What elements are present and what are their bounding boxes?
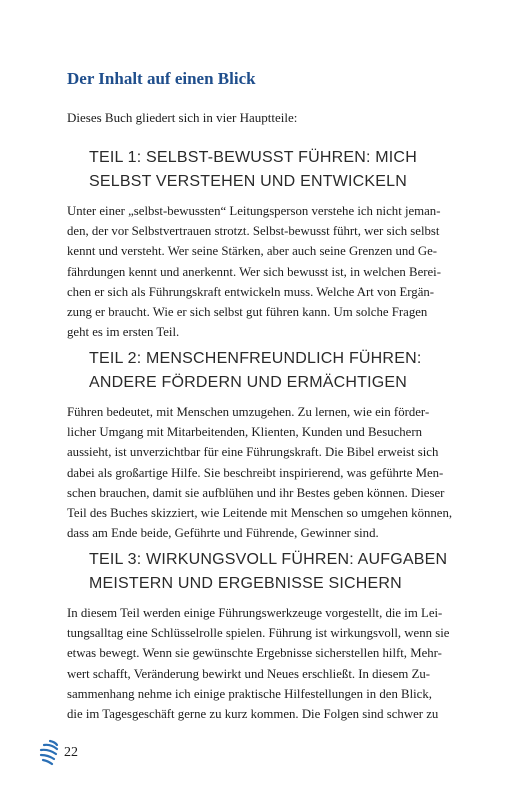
text-line: tungsalltag eine Schlüsselrolle spielen. Führung ist wirkungsvoll, wenn sie [67, 626, 450, 641]
text-line: Teil des Buches skizziert, wie Leitende mit Menschen so umgehen können, [67, 506, 453, 521]
page-footer [38, 738, 118, 772]
text-line: zung er braucht. Wie er sich selbst gut führen kann. Um solche Fragen [67, 305, 428, 320]
part-3-title-line-1: TEIL 3: WIRKUNGSVOLL FÜHREN: AUFGABEN [89, 551, 448, 568]
part-2-paragraph [67, 402, 456, 543]
part-2-title-line-2: ANDERE FÖRDERN UND ERMÄCHTIGEN [89, 374, 408, 391]
text-line: wert schafft, Veränderung bewirkt und Neues erschließt. In diesem Zu- [67, 666, 431, 681]
text-line: etwas bewegt. Wenn sie gewünschte Ergebnisse sicherstellen hilft, Mehr- [67, 646, 442, 661]
part-1-title [89, 146, 479, 194]
text-line: geht es im ersten Teil. [67, 325, 180, 340]
publisher-swirl-logo-icon [38, 738, 62, 768]
part-2-title [89, 347, 479, 395]
section-heading: Der Inhalt auf einen Blick [67, 69, 256, 88]
text-line: fährdungen kennt und anerkennt. Wer sich bewusst ist, in welchen Berei- [67, 264, 442, 279]
text-line: Führen bedeutet, mit Menschen umzugehen. Zu lernen, wie ein förder- [67, 405, 430, 419]
text-line: In diesem Teil werden einige Führungswerkzeuge vorgestellt, die im Lei- [67, 606, 443, 620]
text-line: den, der vor Selbstvertrauen strotzt. Selbst-bewusst führt, wer sich selbst [67, 224, 440, 239]
part-3-title-line-2: MEISTERN UND ERGEBNISSE SICHERN [89, 575, 402, 592]
text-line: chen er sich als Führungskraft entwickeln muss. Welche Art von Ergän- [67, 284, 435, 299]
text-line: aussieht, ist unverzichtbar für eine Führungskraft. Die Bibel erweist sich [67, 445, 439, 460]
text-line: kennt und versteht. Wer seine Stärken, aber auch seine Grenzen und Ge- [67, 244, 438, 259]
text-line: Unter einer „selbst-bewussten“ Leitungsperson verstehe ich nicht jeman- [67, 204, 441, 218]
text-line: dass am Ende beide, Geführte und Führende, Gewinner sind. [67, 526, 379, 541]
part-2-title-line-1: TEIL 2: MENSCHENFREUNDLICH FÜHREN: [89, 350, 422, 367]
text-line: dabei als großartige Hilfe. Sie beschreibt inspirierend, was geführte Men- [67, 465, 444, 480]
text-line: schen brauchen, damit sie aufblühen und ihr Bestes geben können. Dieser [67, 485, 445, 500]
part-3-title [89, 548, 479, 596]
page-number: 22 [64, 745, 78, 760]
part-1-title-line-1: TEIL 1: SELBST-BEWUSST FÜHREN: MICH [89, 149, 417, 166]
text-line: sammenhang nehme ich einige praktische Hilfestellungen in den Blick, [67, 686, 432, 701]
text-line: die im Tagesgeschäft gerne zu kurz kommen. Die Folgen sind schwer zu [67, 707, 439, 722]
part-1-paragraph [67, 201, 456, 342]
text-line: licher Umgang mit Mitarbeitenden, Klienten, Kunden und Besuchern [67, 425, 423, 440]
part-3-paragraph [67, 603, 456, 724]
part-1-title-line-2: SELBST VERSTEHEN UND ENTWICKELN [89, 173, 407, 190]
intro-text: Dieses Buch gliedert sich in vier Hauptteile: [67, 110, 298, 125]
